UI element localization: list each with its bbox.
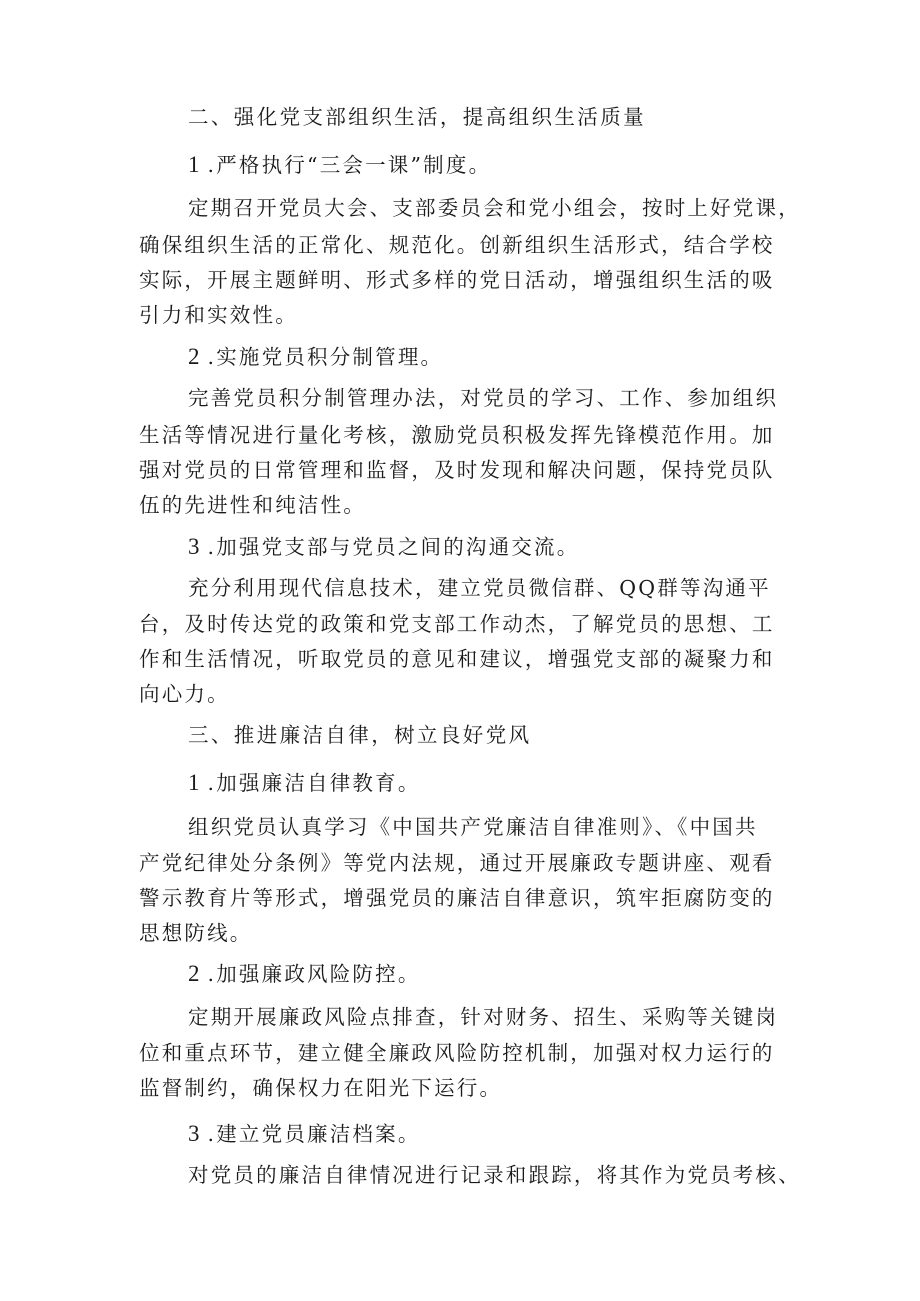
item-title-text: .严格执行“三会一课”制度。 <box>207 153 492 177</box>
paragraph-line: 引力和实效性。 <box>139 303 298 327</box>
item-number: 3 <box>188 534 200 559</box>
paragraph-line: 定期召开党员大会、支部委员会和党小组会，按时上好党课， <box>188 196 801 220</box>
item-number: 3 <box>188 1121 200 1146</box>
item-number: 2 <box>188 961 200 986</box>
section-heading: 二、强化党支部组织生活，提高组织生活质量 <box>188 105 646 129</box>
paragraph-line: 完善党员积分制管理办法，对党员的学习、工作、参加组织 <box>188 386 779 410</box>
item-title-text: .加强廉政风险防控。 <box>207 962 421 986</box>
paragraph-line: 向心力。 <box>139 682 230 706</box>
paragraph-line: 强对党员的日常管理和监督，及时发现和解决问题，保持党员队 <box>139 458 775 482</box>
item-number: 2 <box>188 344 200 369</box>
item-number: 1 <box>188 770 200 795</box>
section-heading: 三、推进廉洁自律，树立良好党风 <box>188 723 532 747</box>
item-title-text: .建立党员廉洁档案。 <box>207 1122 421 1146</box>
paragraph-line: 对党员的廉洁自律情况进行记录和跟踪，将其作为党员考核、 <box>188 1163 801 1187</box>
paragraph-line: 警示教育片等形式，增强党员的廉洁自律意识，筑牢拒腐防变的 <box>139 886 775 910</box>
paragraph-line: 定期开展廉政风险点排查，针对财务、招生、采购等关键岗 <box>188 1005 779 1029</box>
item-title-text: .实施党员积分制管理。 <box>207 345 444 369</box>
item-title-text: .加强廉洁自律教育。 <box>207 771 421 795</box>
paragraph-line: 伍的先进性和纯洁性。 <box>139 493 366 517</box>
paragraph-line: 充分利用现代信息技术，建立党员微信群、QQ群等沟通平 <box>188 576 771 600</box>
paragraph-line: 监督制约，确保权力在阳光下运行。 <box>139 1076 503 1100</box>
paragraph-line: 台，及时传达党的政策和党支部工作动杰，了解党员的思想、工 <box>139 612 775 636</box>
item-title <box>188 340 443 374</box>
paragraph-line: 思想防线。 <box>139 921 253 945</box>
paragraph-line: 作和生活情况，听取党员的意见和建议，增强党支部的凝聚力和 <box>139 647 775 671</box>
paragraph-line: 产党纪律处分条例》等党内法规，通过开展廉政专题讲座、观看 <box>139 851 775 875</box>
item-number: 1 <box>188 152 200 177</box>
paragraph-line: 实际，开展主题鲜明、形式多样的党日活动，增强组织生活的吸 <box>139 268 775 292</box>
item-title <box>188 1117 421 1151</box>
item-title <box>188 957 421 991</box>
item-title-text: .加强党支部与党员之间的沟通交流。 <box>207 535 580 559</box>
item-title <box>188 530 579 564</box>
paragraph-line: 生活等情况进行量化考核，激励党员积极发挥先锋模范作用。加 <box>139 423 775 447</box>
item-title <box>188 148 491 182</box>
item-title <box>188 766 421 800</box>
paragraph-line: 确保组织生活的正常化、规范化。创新组织生活形式，结合学校 <box>139 233 775 257</box>
paragraph-line: 位和重点环节，建立健全廉政风险防控机制，加强对权力运行的 <box>139 1041 775 1065</box>
paragraph-line: 组织党员认真学习《中国共产党廉洁自律准则》、《中国共 <box>188 815 758 839</box>
